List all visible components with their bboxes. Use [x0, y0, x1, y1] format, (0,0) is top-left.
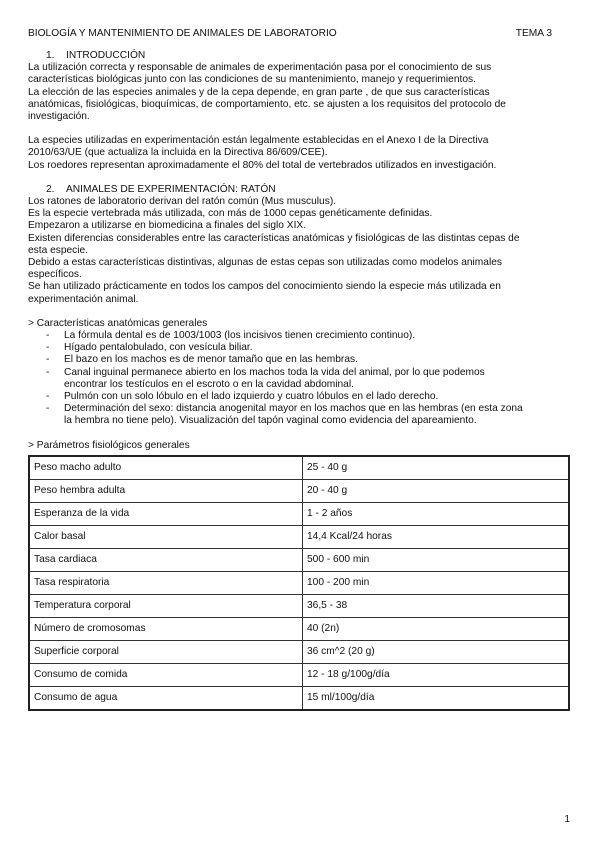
list-item: - Canal inguinal permanece abierto en los machos toda la vida del animal, por lo que podemos encontrar los testículos en el escroto o en la cavidad abdominal.	[28, 367, 572, 391]
param-name: Temperatura corporal	[29, 594, 303, 617]
table-row	[29, 663, 569, 686]
text-line: Los ratones de laboratorio derivan del ratón común (Mus musculus).	[28, 196, 337, 208]
text-line: 2010/63/UE (que actualiza la incluida en la Directiva 86/609/CEE).	[28, 147, 328, 159]
text-line: Existen diferencias considerables entre las características anatómicas y fisiológicas de las distintas cepas de	[28, 232, 520, 244]
param-value: 36 cm^2 (20 g)	[303, 640, 570, 663]
text-line: anatómicas, fisiológicas, bioquímicas, de comportamiento, etc. se ajusten a los requisitos del protocolo de	[28, 98, 506, 110]
text-line: características biológicas junto con las condiciones de su mantenimiento, manejo y requerimientos.	[28, 74, 476, 86]
param-name: Tasa cardiaca	[29, 548, 303, 571]
list-item: - Pulmón con un solo lóbulo en el lado izquierdo y cuatro lóbulos en el lado derecho.	[28, 391, 572, 403]
param-name: Número de cromosomas	[29, 617, 303, 640]
text-line: Se han utilizado prácticamente en todos los campos del conocimiento siendo la especie más utilizada en	[28, 281, 501, 293]
list-item: - La fórmula dental es de 1003/1003 (los incisivos tienen crecimiento continuo).	[28, 330, 572, 342]
list-item: - Determinación del sexo: distancia anogenital mayor en los machos que en las hembras (en esta zona la hembra no tiene pelo). Visualización del tapón vaginal como evidencia del apareamiento.	[28, 403, 572, 427]
section-1-paragraph	[28, 62, 572, 123]
section-1-title: INTRODUCCIÓN	[66, 50, 146, 61]
anatomicas-heading: > Características anatómicas generales	[28, 317, 208, 329]
param-name: Consumo de agua	[29, 686, 303, 710]
table-row	[29, 686, 569, 710]
section-1-paragraph-2	[28, 135, 572, 172]
header-tema: TEMA 3	[515, 28, 552, 39]
param-value: 100 - 200 min	[303, 571, 570, 594]
parameters-table	[28, 455, 570, 711]
fisiologicos-heading: > Parámetros fisiológicos generales	[28, 439, 190, 451]
param-name: Tasa respiratoria	[29, 571, 303, 594]
param-value: 500 - 600 min	[303, 548, 570, 571]
text-line: La utilización correcta y responsable de animales de experimentación pasa por el conocimiento de sus	[28, 62, 492, 74]
param-value: 14,4 Kcal/24 horas	[303, 525, 570, 548]
page-header	[28, 28, 572, 46]
page-number: 1	[564, 814, 570, 825]
param-name: Calor basal	[29, 525, 303, 548]
table-row	[29, 571, 569, 594]
table-row	[29, 479, 569, 502]
text-line: específicos.	[28, 269, 82, 281]
table-row	[29, 525, 569, 548]
table-row	[29, 617, 569, 640]
param-value: 15 ml/100g/día	[303, 686, 570, 710]
section-2-number: 2.	[46, 183, 55, 195]
section-2-heading	[28, 184, 572, 196]
table-row	[29, 594, 569, 617]
param-name: Peso macho adulto	[29, 456, 303, 480]
text-line: investigación.	[28, 111, 90, 123]
document-page	[28, 28, 572, 711]
text-line: Debido a estas características distintivas, algunas de estas cepas son utilizadas como modelos animales	[28, 257, 502, 269]
param-name: Consumo de comida	[29, 663, 303, 686]
table-row	[29, 548, 569, 571]
anatomicas-list	[28, 330, 572, 428]
param-value: 25 - 40 g	[303, 456, 570, 480]
param-value: 1 - 2 años	[303, 502, 570, 525]
text-line: esta especie.	[28, 244, 89, 256]
param-value: 40 (2n)	[303, 617, 570, 640]
text-line: La elección de las especies animales y de la cepa depende, en gran parte , de que sus características	[28, 86, 490, 98]
text-line: Empezaron a utilizarse en biomedicina a finales del siglo XIX.	[28, 220, 307, 232]
text-line: Los roedores representan aproximadamente el 80% del total de vertebrados utilizados en investigación.	[28, 159, 497, 171]
section-2-title: ANIMALES DE EXPERIMENTACIÓN: RATÓN	[66, 183, 276, 195]
param-value: 36,5 - 38	[303, 594, 570, 617]
list-item: - El bazo en los machos es de menor tamaño que en las hembras.	[28, 354, 572, 366]
param-name: Peso hembra adulta	[29, 479, 303, 502]
anatomicas-block	[28, 318, 572, 428]
section-1-heading	[28, 50, 572, 62]
param-value: 12 - 18 g/100g/día	[303, 663, 570, 686]
param-name: Esperanza de la vida	[29, 502, 303, 525]
param-name: Superficie corporal	[29, 640, 303, 663]
param-value: 20 - 40 g	[303, 479, 570, 502]
table-row	[29, 456, 569, 480]
section-1-number: 1.	[46, 50, 55, 61]
text-line: experimentación animal.	[28, 293, 139, 305]
fisiologicos-block	[28, 440, 572, 711]
header-title: BIOLOGÍA Y MANTENIMIENTO DE ANIMALES DE LABORATORIO	[28, 28, 337, 39]
list-item: - Hígado pentalobulado, con vesícula biliar.	[28, 342, 572, 354]
text-line: Es la especie vertebrada más utilizada, con más de 1000 cepas genéticamente definidas.	[28, 208, 433, 220]
section-2-paragraph	[28, 196, 572, 306]
text-line: La especies utilizadas en experimentación están legalmente establecidas en el Anexo I de la Directiva	[28, 135, 489, 147]
table-row	[29, 640, 569, 663]
table-row	[29, 502, 569, 525]
